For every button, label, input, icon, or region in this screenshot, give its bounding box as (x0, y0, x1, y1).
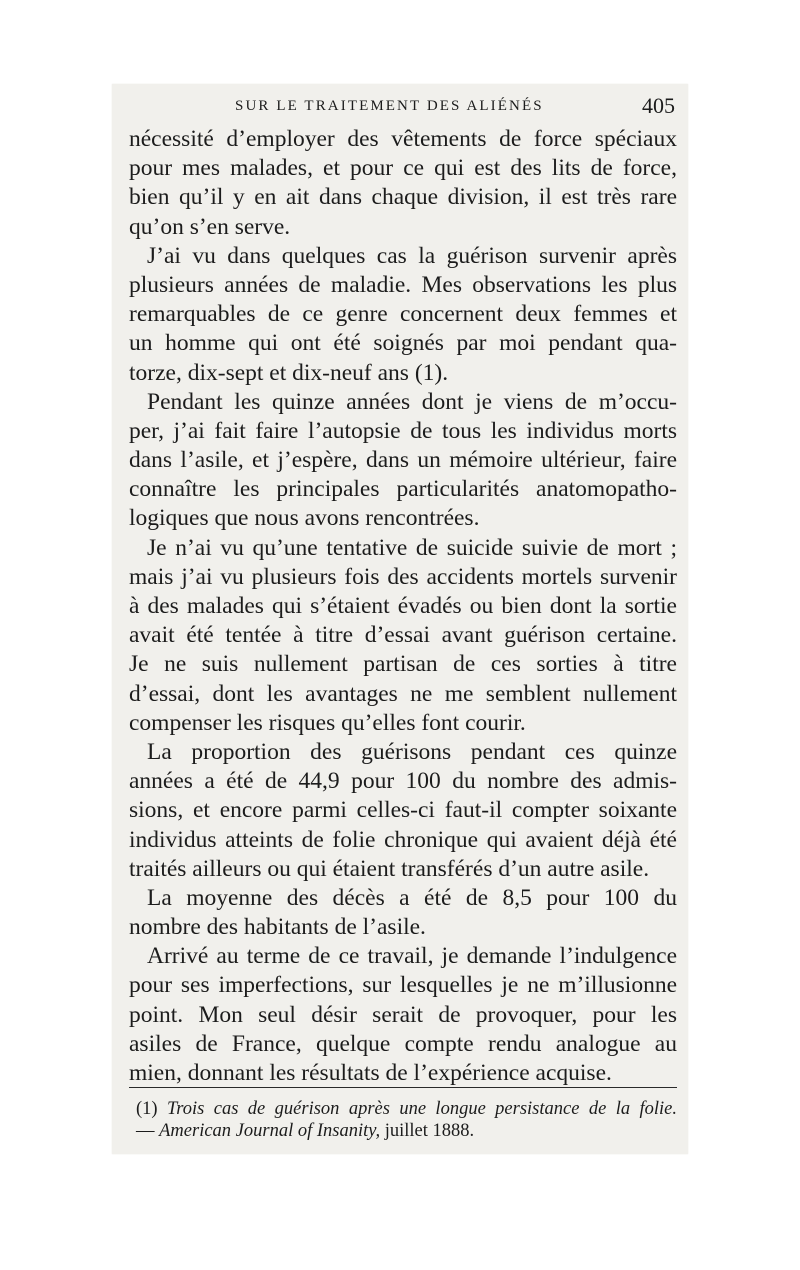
text-line: pour ses imperfections, sur lesquelles je ne m’illusionne (129, 972, 677, 999)
footnote-date: juillet 1888. (384, 1121, 475, 1141)
text-line: Arrivé au terme de ce travail, je demande l’indulgence (147, 943, 677, 970)
footnote-divider (129, 1087, 677, 1088)
footnote-journal: American Journal of Insanity, (159, 1121, 381, 1141)
text-line: nécessité d’employer des vêtements de force spéciaux (129, 126, 677, 152)
text-line: J’ai vu dans quelques cas la guérison survenir après (147, 242, 677, 269)
text-line: per, j’ai fait faire l’autopsie de tous les individus morts (129, 417, 677, 444)
text-line: d’essai, dont les avantages ne me semblent nullement (129, 680, 677, 707)
text-line: avait été tentée à titre d’essai avant guérison certaine. (129, 622, 677, 649)
text-line: années a été de 44,9 pour 100 du nombre des admis- (129, 768, 677, 795)
footnote (136, 1098, 677, 1142)
text-line: connaître les principales particularités anatomopatho- (129, 476, 677, 503)
page-number: 405 (642, 93, 675, 118)
text-line: à des malades qui s’étaient évadés ou bien dont la sortie (129, 593, 677, 619)
footnote-title: Trois cas de guérison après une longue persistance de la folie. (166, 1099, 677, 1119)
running-header (129, 93, 677, 123)
footnote-marker: (1) (136, 1099, 158, 1119)
text-line: point. Mon seul désir serait de provoquer, pour les (129, 1001, 677, 1028)
text-line: qu’on s’en serve. (129, 213, 291, 240)
text-line: bien qu’il y en ait dans chaque division, il est très rare (129, 184, 677, 211)
text-line: asiles de France, quelque compte rendu analogue au (129, 1030, 677, 1057)
text-line: nombre des habitants de l’asile. (129, 914, 426, 941)
text-line: sions, et encore parmi celles-ci faut-il compter soixante (129, 797, 677, 824)
text-line: torze, dix-sept et dix-neuf ans (1). (129, 359, 449, 386)
text-line: Pendant les quinze années dont je viens de m’occu- (147, 388, 677, 415)
text-line: mais j’ai vu plusieurs fois des accidents mortels survenir (129, 563, 677, 590)
text-line: Je n’ai vu qu’une tentative de suicide suivie de mort ; (147, 534, 677, 561)
text-line: La moyenne des décès a été de 8,5 pour 100 du (147, 884, 677, 911)
text-line: compenser les risques qu’elles font courir. (129, 709, 526, 736)
text-line: logiques que nous avons rencontrées. (129, 505, 480, 532)
text-line: individus atteints de folie chronique qui avaient déjà été (129, 826, 677, 853)
text-line: mien, donnant les résultats de l’expérience acquise. (129, 1060, 612, 1086)
text-line: plusieurs années de maladie. Mes observations les plus (129, 271, 677, 298)
text-line: traités ailleurs ou qui étaient transférés d’un autre asile. (129, 855, 650, 882)
text-line: Je ne suis nullement partisan de ces sorties à titre (129, 651, 677, 678)
footnote-line-1 (136, 1098, 677, 1120)
running-title: SUR LE TRAITEMENT DES ALIÉNÉS (235, 98, 544, 114)
footnote-line-2 (136, 1120, 677, 1142)
text-line: remarquables de ce genre concernent deux femmes et (129, 301, 677, 328)
text-line: pour mes malades, et pour ce qui est des lits de force, (129, 155, 677, 182)
body-text (129, 125, 677, 1088)
footnote-dash: — (136, 1121, 155, 1141)
text-line: dans l’asile, et j’espère, dans un mémoire ultérieur, faire (129, 447, 677, 474)
text-line: La proportion des guérisons pendant ces quinze (147, 738, 677, 765)
text-line: un homme qui ont été soignés par moi pendant qua- (129, 330, 677, 357)
